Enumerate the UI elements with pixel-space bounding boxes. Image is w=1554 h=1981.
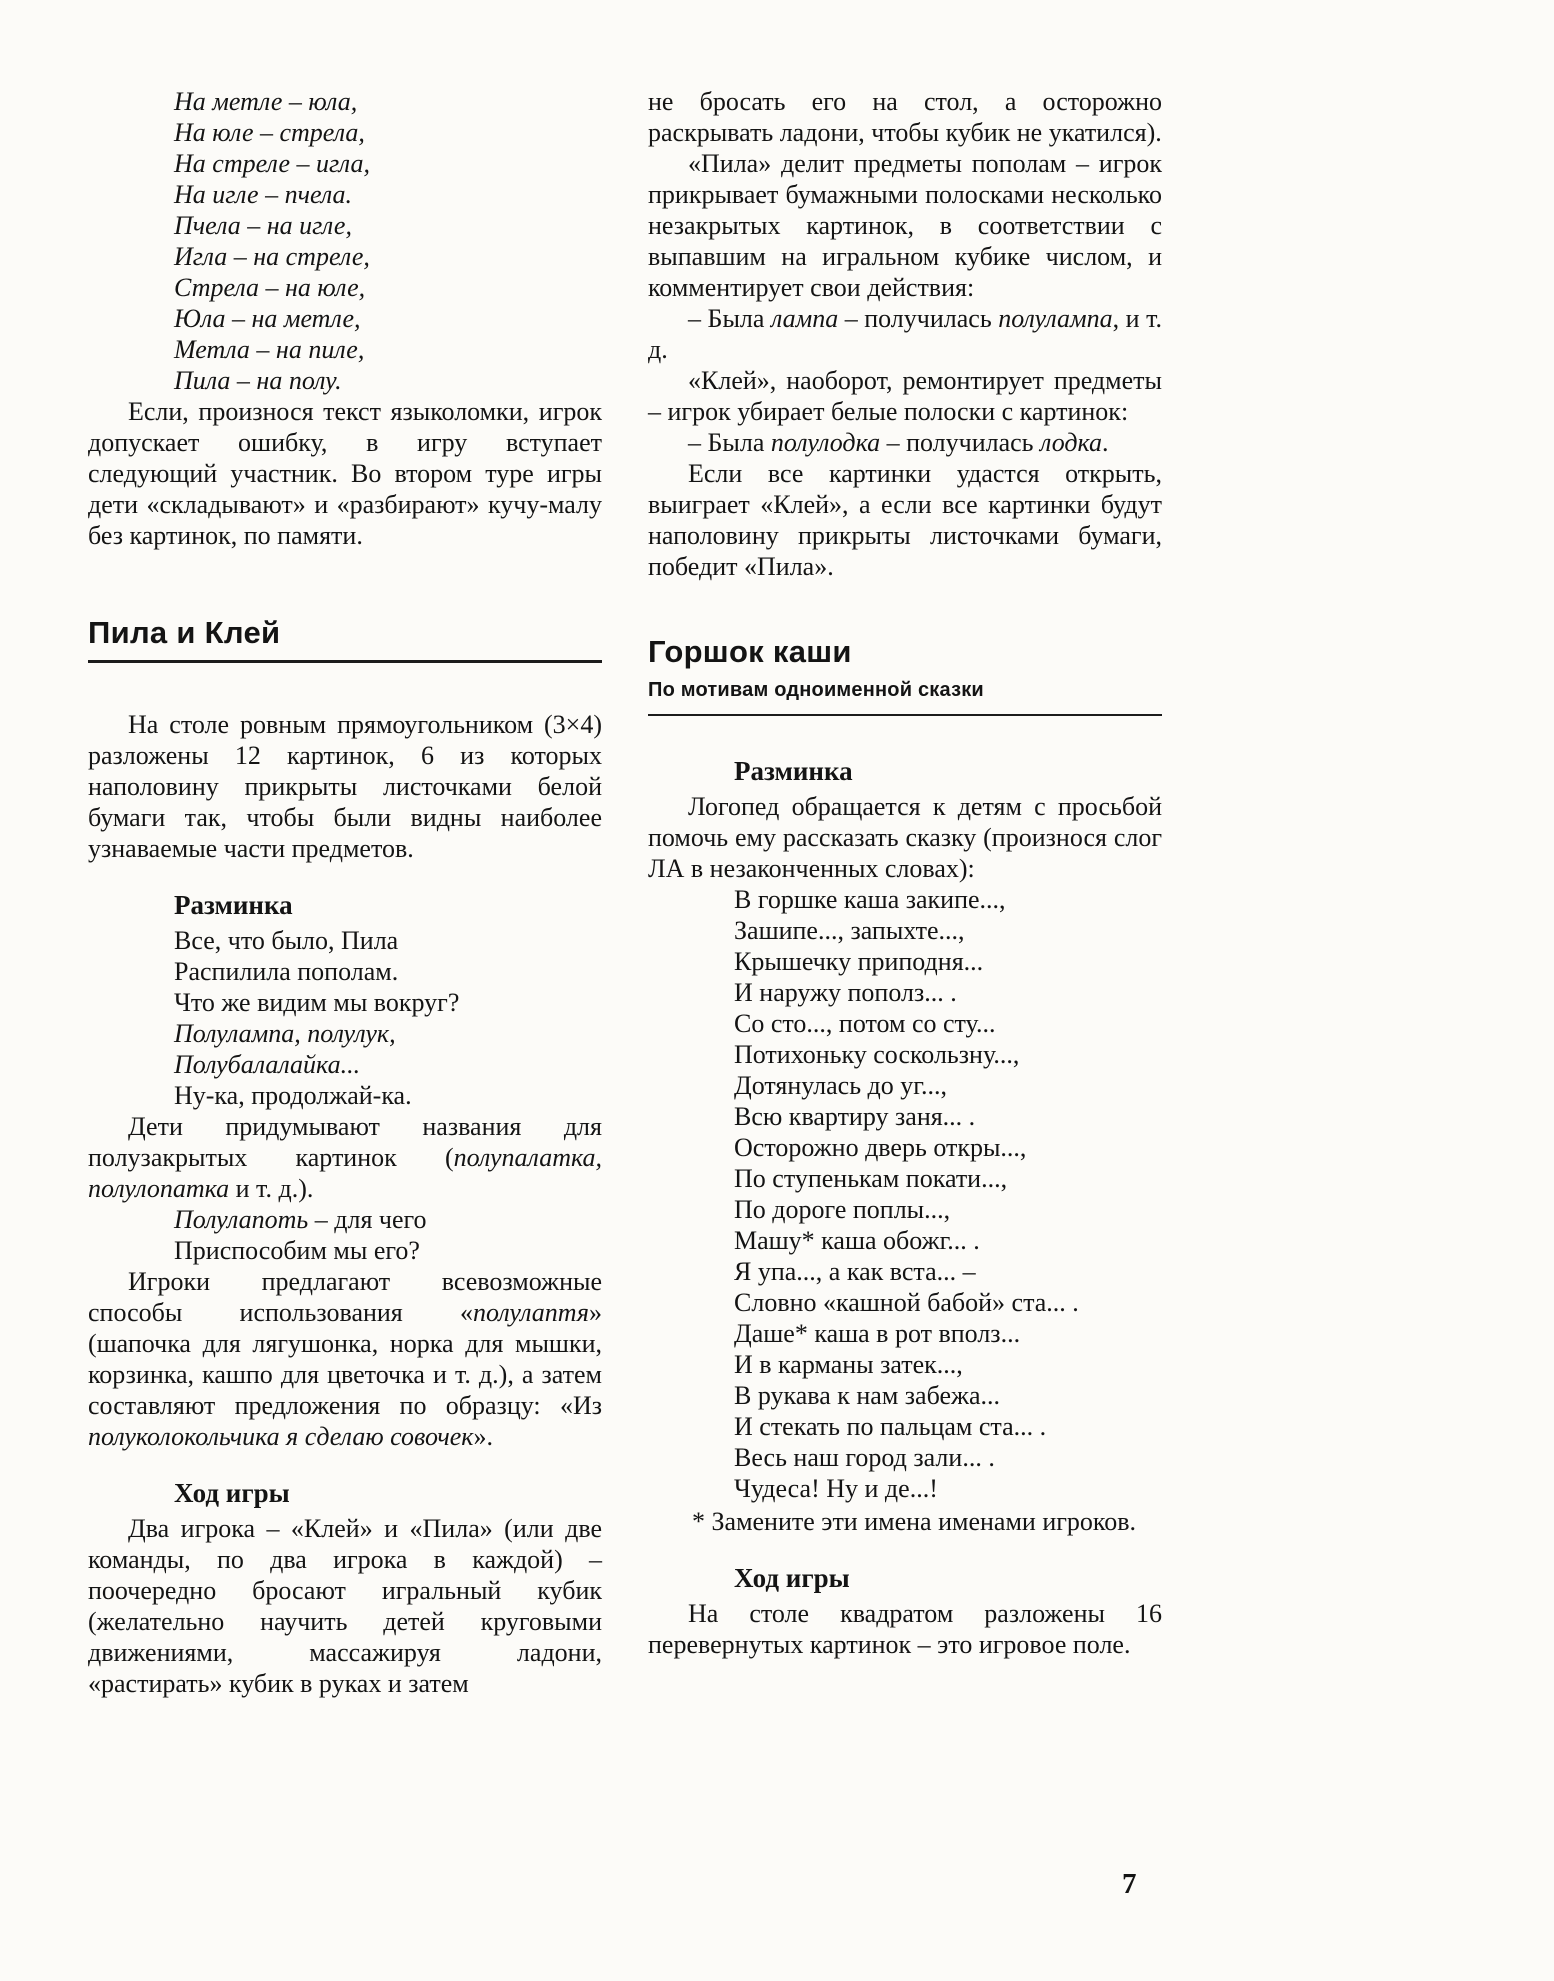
poem-line: Со сто..., потом со сту...: [734, 1009, 996, 1038]
text-segment: полулодка: [770, 428, 881, 457]
poem-line: Зашипе..., запыхте...,: [734, 916, 965, 945]
text-segment: лампа: [770, 304, 839, 333]
text-segment: – получилась: [880, 428, 1041, 457]
polulapot-poem: [174, 1204, 602, 1266]
poem-line: Юла – на метле,: [174, 304, 361, 333]
text-segment: лодка: [1040, 428, 1103, 457]
paragraph-setup: На столе ровным прямоугольником (3×4) разложены 12 картинок, 6 из которых наполовину прикрыты листочками белой бумаги так, чтобы были видны наиболее узнаваемые части предметов.: [88, 710, 602, 863]
footnote-names: * Замените эти имена именами игроков.: [692, 1507, 1136, 1536]
poem-line: Машу* каша обожг... .: [734, 1226, 980, 1255]
kasha-poem: [734, 884, 1162, 1504]
poem-line: Осторожно дверь откры...,: [734, 1133, 1027, 1162]
poem-line: По дороге поплы...,: [734, 1195, 951, 1224]
poem-line: Словно «кашной бабой» ста... .: [734, 1288, 1079, 1317]
text-segment: – для чего: [308, 1205, 427, 1234]
heading-rule: [88, 660, 602, 663]
poem-line: И наружу пополз... .: [734, 978, 957, 1007]
poem-line: На стреле – игла,: [174, 149, 370, 178]
poem-line: Я упа..., а как вста... –: [734, 1257, 976, 1286]
paragraph-win-condition: Если все картинки удастся открыть, выиграет «Клей», а если все картинки будут наполовину прикрыты листочками бумаги, победит «Пила».: [648, 459, 1162, 581]
heading-rule-thin: [648, 714, 1162, 716]
poem-line: Даше* каша в рот вполз...: [734, 1319, 1021, 1348]
text-segment: полупалатка, полулопатка: [88, 1143, 602, 1203]
subheading-hod-igry-right: Ход игры: [734, 1563, 850, 1593]
poem-line: По ступенькам покати...,: [734, 1164, 1008, 1193]
poem-line: Полулампа, полулук,: [174, 1019, 396, 1048]
paragraph-children-names: [88, 1111, 602, 1204]
text-segment: – Была: [688, 428, 771, 457]
poem-line: И стекать по пальцам ста... .: [734, 1412, 1047, 1441]
poem-line: Приспособим мы его?: [174, 1236, 420, 1265]
poem-line: В горшке каша закипе...,: [734, 885, 1006, 914]
poem-line: Распилила пополам.: [174, 957, 399, 986]
poem-line: Метла – на пиле,: [174, 335, 365, 364]
poem-line: Весь наш город зали... .: [734, 1443, 995, 1472]
subheading-razminka-right: Разминка: [734, 756, 853, 786]
poem-line: Всю квартиру заня... .: [734, 1102, 976, 1131]
dialogue-line-lampa: [648, 303, 1162, 365]
poem-line: Пчела – на игле,: [174, 211, 352, 240]
paragraph-mistake-rule: Если, произнося текст языколомки, игрок допускает ошибку, в игру вступает следующий участник. Во втором туре игры дети «складывают» и «разбирают» кучу-малу без картинок, по памяти.: [88, 397, 602, 550]
text-segment: и т. д.).: [229, 1174, 314, 1203]
text-segment: полулампа: [998, 304, 1113, 333]
paragraph-kley-role: «Клей», наоборот, ремонтирует предметы – игрок убирает белые полоски с картинок:: [648, 366, 1162, 426]
text-segment: .: [1102, 428, 1109, 457]
text-segment: полулаптя: [472, 1298, 589, 1327]
poem-line: В рукава к нам забежа...: [734, 1381, 1001, 1410]
section-subtitle: По мотивам одноименной сказки: [648, 679, 984, 701]
poem-line: Дотянулась до уг...,: [734, 1071, 948, 1100]
text-segment: – получилась: [838, 304, 999, 333]
poem-line: [174, 1204, 602, 1235]
text-segment: Полулапоть: [174, 1205, 309, 1234]
paragraph-logoped: Логопед обращается к детям с просьбой помочь ему рассказать сказку (произнося слог ЛА в незаконченных словах):: [648, 792, 1162, 883]
poem-line: На юле – стрела,: [174, 118, 365, 147]
poem-line: Что же видим мы вокруг?: [174, 988, 460, 1017]
poem-line: Игла – на стреле,: [174, 242, 370, 271]
poem-line: Ну-ка, продолжай-ка.: [174, 1081, 412, 1110]
paragraph-game-start: Два игрока – «Клей» и «Пила» (или две команды, по два игрока в каждой) – поочередно бросают игральный кубик (желательно научить детей круговыми движениями, массажируя ладони, «растирать» кубик в руках и затем: [88, 1514, 602, 1698]
text-segment: » (шапочка для лягушонка, норка для мышки, корзинка, кашпо для цветочка и т. д.), а затем составляют предложения по образцу: «Из: [88, 1298, 602, 1420]
section-heading-gorshok-kashi: Горшок каши: [648, 634, 852, 669]
dialogue-line-lodka: [648, 427, 1162, 458]
poem-line: Потихоньку соскользну...,: [734, 1040, 1020, 1069]
poem-line: На игле – пчела.: [174, 180, 353, 209]
poem-line: Пила – на полу.: [174, 366, 342, 395]
poem-line: Крышечку приподня...: [734, 947, 984, 976]
paragraph-players-ideas: [88, 1266, 602, 1452]
section-heading-pila-i-kley: Пила и Клей: [88, 615, 281, 650]
subheading-hod-igry-left: Ход игры: [174, 1478, 290, 1508]
text-segment: , и т. д.: [648, 304, 1162, 364]
text-segment: ».: [473, 1422, 493, 1451]
two-column-layout: [88, 86, 1162, 1699]
poem-line: На метле – юла,: [174, 87, 358, 116]
text-segment: – Была: [688, 304, 771, 333]
poem-line: И в карманы затек...,: [734, 1350, 963, 1379]
right-column: [648, 86, 1162, 1699]
poem-line: Стрела – на юле,: [174, 273, 366, 302]
paragraph-pila-role: «Пила» делит предметы пополам – игрок прикрывает бумажными полосками несколько незакрытых картинок, в соответствии с выпавшим на игральном кубике числом, и комментирует свои действия:: [648, 149, 1162, 302]
poem-line: Полубалалайка...: [174, 1050, 361, 1079]
left-column: [88, 86, 602, 1699]
razminka-poem: [174, 925, 602, 1111]
tongue-twister-poem: [174, 86, 602, 396]
subheading-razminka: Разминка: [174, 890, 293, 920]
page-number: 7: [1122, 1868, 1137, 1900]
text-segment: Игроки предлагают всевозможные способы использования «: [88, 1267, 602, 1327]
paragraph-game-field: На столе квадратом разложены 16 перевернутых картинок – это игровое поле.: [648, 1599, 1162, 1659]
text-segment: полуколокольчика я сделаю совочек: [88, 1422, 474, 1451]
paragraph-continuation: не бросать его на стол, а осторожно раскрывать ладони, чтобы кубик не укатился).: [648, 87, 1162, 147]
poem-line: Все, что было, Пила: [174, 926, 399, 955]
text-segment: Дети придумывают названия для полузакрытых картинок (: [88, 1112, 602, 1172]
poem-line: Чудеса! Ну и де...!: [734, 1474, 938, 1503]
